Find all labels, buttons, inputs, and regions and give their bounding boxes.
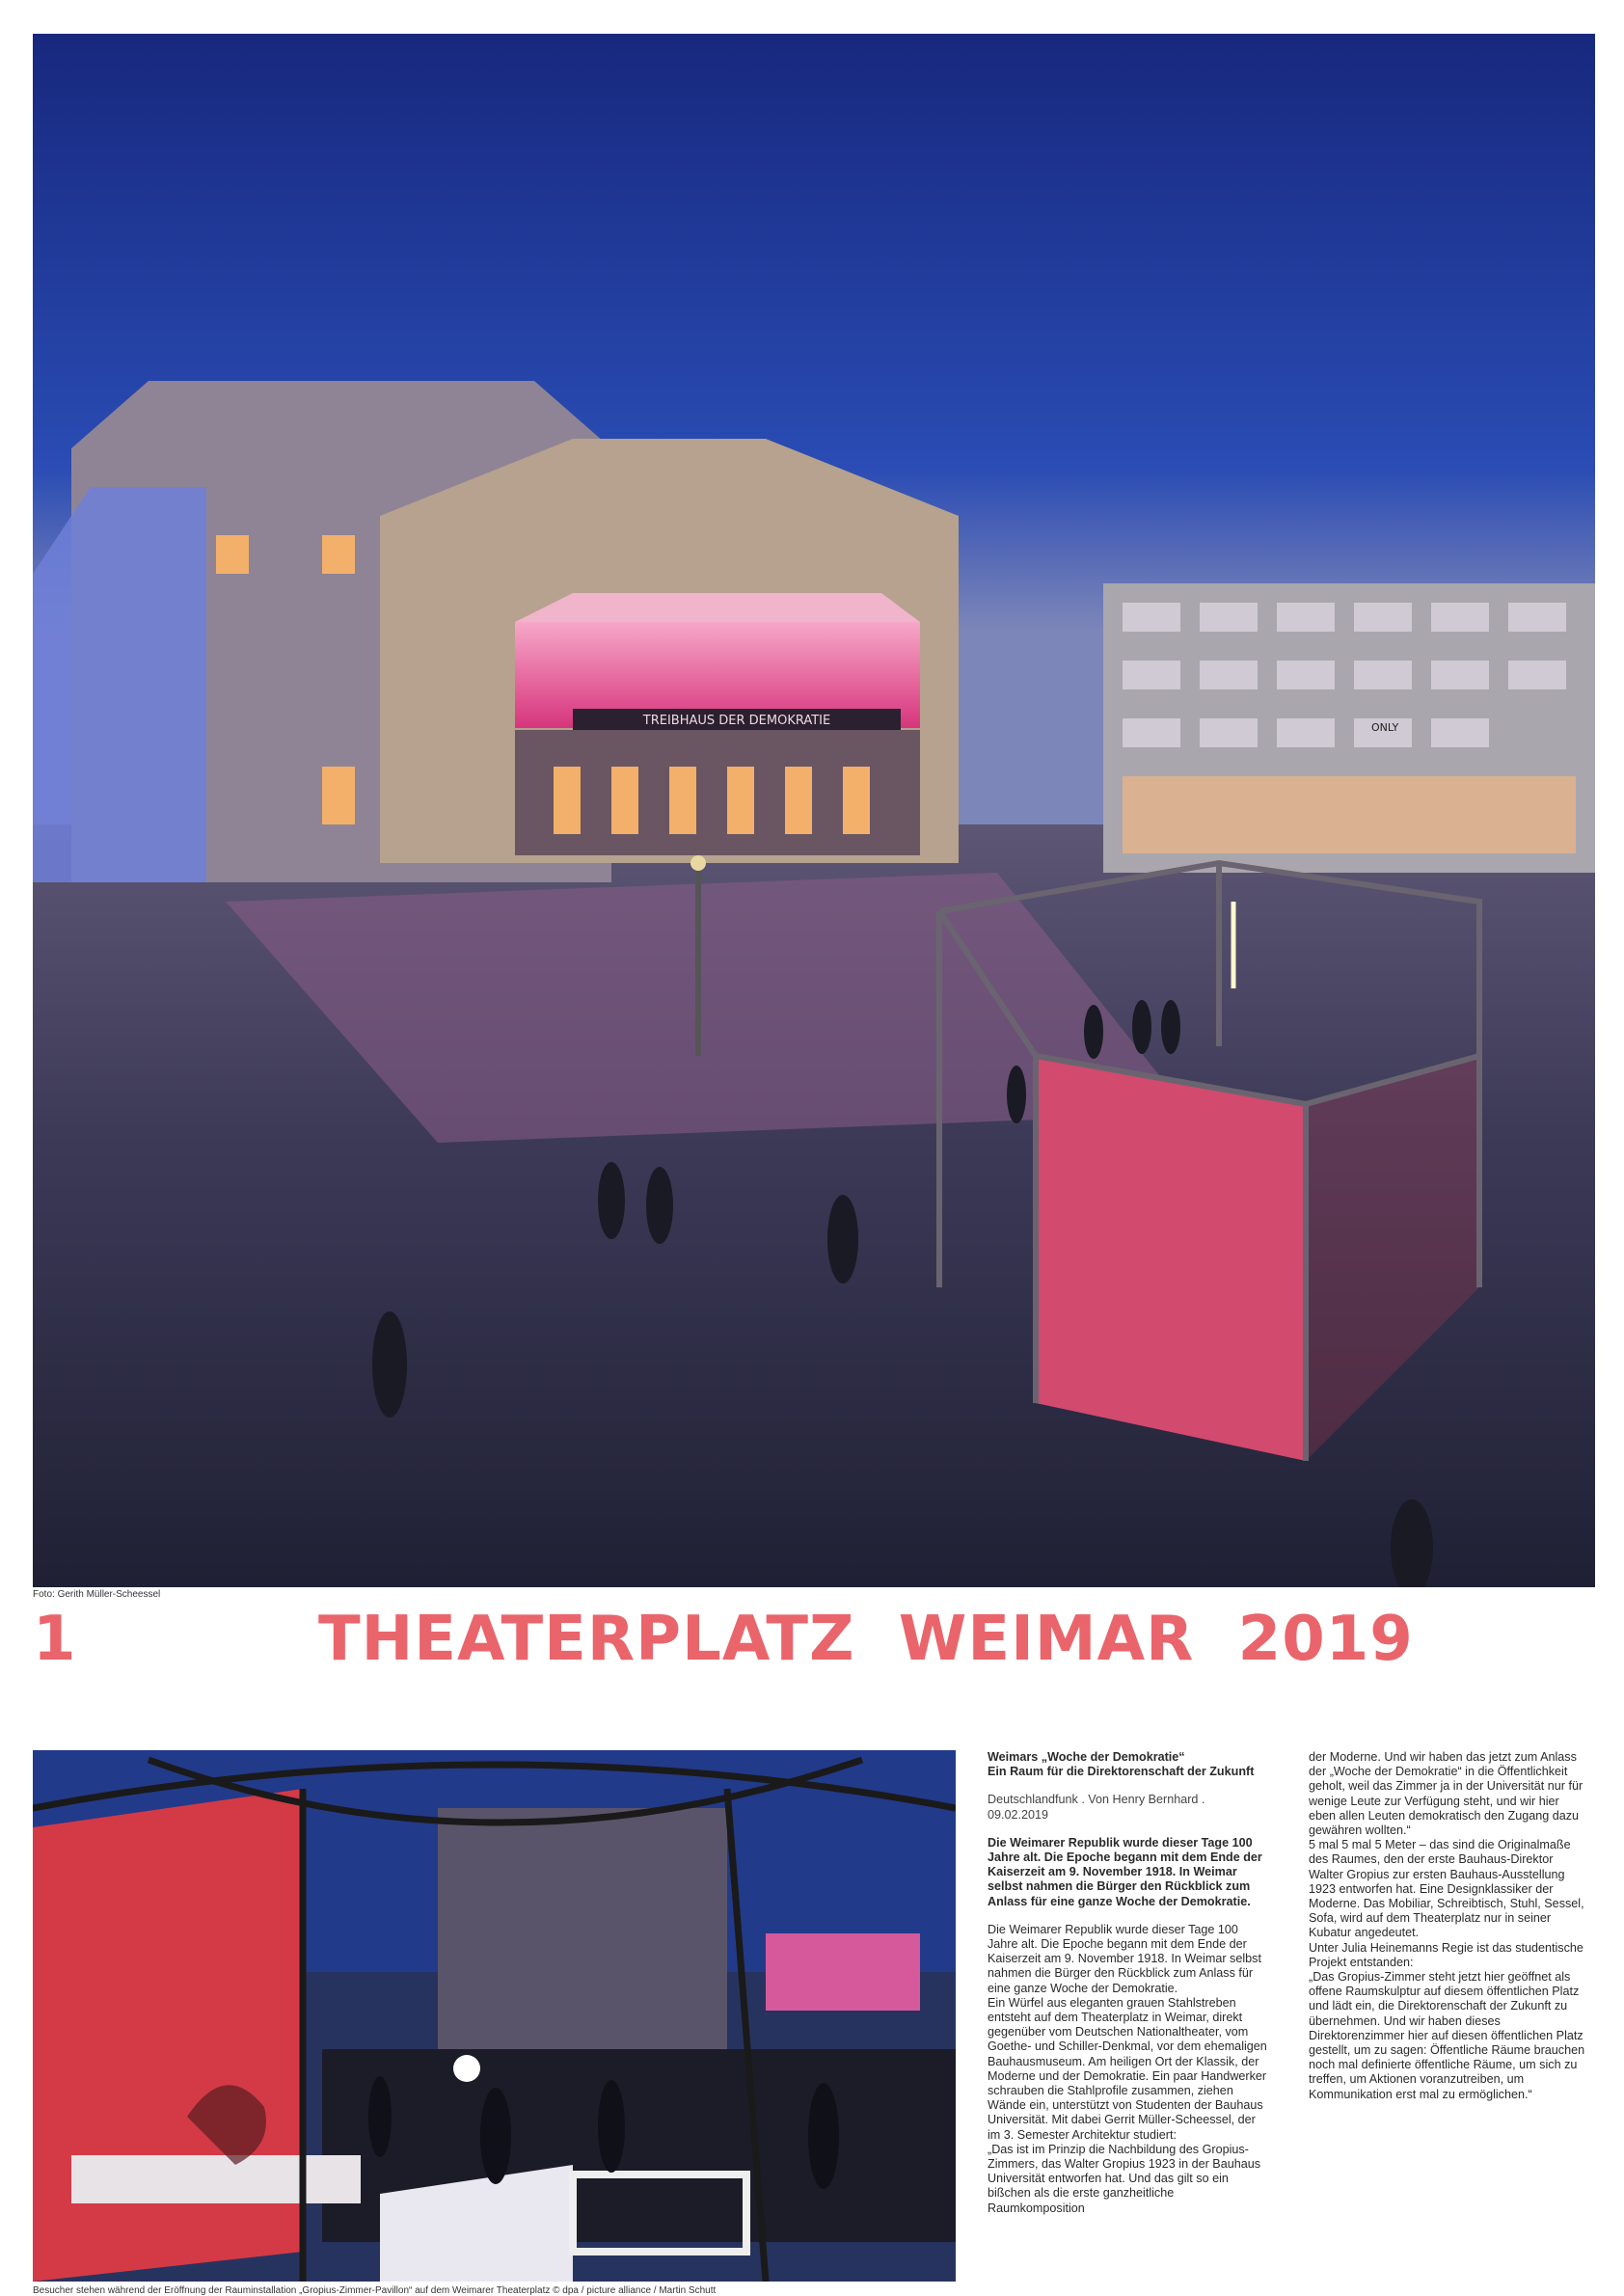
article-paragraph: „Das Gropius-Zimmer steht jetzt hier geöffnet als offene Raumskulptur auf diesem öffentlichen Platz und lädt ein, die Direktorenschaft der Zukunft zu übernehmen. Und wir haben dieses Direktorenzimmer hier auf diesen öffentlichen Platz gestellt, um zu sagen: Öffentliche Räume brauchen noch mal definierte öffentliche Räume, um sich zu treffen, um Aktionen voranzutreiben, um Kommunikation erst mal zu ermöglichen.“	[1309, 1970, 1585, 2101]
page-number: 1	[33, 1604, 76, 1675]
article-paragraph: „Das ist im Prinzip die Nachbildung des Gropius-Zimmers, das Walter Gropius 1923 in der Bauhaus Universität entworfen hat. Und das gilt so ein bißchen als die erste ganzheitliche Raumkomposition	[988, 2142, 1261, 2215]
article-column-2	[1309, 1750, 1588, 2102]
article-column-1	[988, 1750, 1267, 2216]
article-paragraph: 5 mal 5 mal 5 Meter – das sind die Originalmaße des Raumes, den der erste Bauhaus-Direktor Walter Gropius zur ersten Bauhaus-Ausstellung 1923 entworfen hat. Eine Designklassiker der Moderne. Das Mobiliar, Schreibtisch, Stuhl, Sessel, Sofa, wird auf dem Theaterplatz nur in seiner Kubatur angedeutet.	[1309, 1838, 1584, 1940]
pavilion-opening-scene	[33, 1750, 956, 2282]
article-paragraph: der Moderne. Und wir haben das jetzt zum Anlass der „Woche der Demokratie“ in die Öffentlichkeit geholt, weil das Zimmer ja in der Universität nur für wenige Leute zur Verfügung steht, und wir hier eben allen Leuten demokratisch den Zugang dazu gewähren wollten.“	[1309, 1750, 1583, 1838]
photo-credit: Foto: Gerith Müller-Scheessel	[33, 1589, 161, 1600]
article-source: Deutschlandfunk . Von Henry Bernhard . 09.02.2019	[988, 1793, 1205, 1822]
article-lead: Die Weimarer Republik wurde dieser Tage 100 Jahre alt. Die Epoche begann mit dem Ende der Kaiserzeit am 9. November 1918. In Weimar selbst nahmen die Bürger den Rückblick zum Anlass für eine ganze Woche der Demokratie.	[988, 1835, 1262, 1908]
article-paragraph: Unter Julia Heinemanns Regie ist das studentische Projekt entstanden:	[1309, 1940, 1583, 1969]
shop-sign: ONLY	[1371, 721, 1399, 734]
article-paragraph: Ein Würfel aus eleganten grauen Stahlstreben entsteht auf dem Theaterplatz in Weimar, direkt gegenüber vom Deutschen Nationaltheater, vom Goethe- und Schiller-Denkmal, vor dem ehemaligen Bauhausmuseum. Am heiligen Ort der Klassik, der Moderne und der Demokratie. Ein paar Handwerker schrauben die Stahlprofile zusammen, ziehen Wände ein, unterstützt von Studenten der Bauhaus Universität. Mit dabei Gerrit Müller-Scheessel, der im 3. Semester Architektur studiert:	[988, 1995, 1267, 2142]
pavilion-interior-photo	[33, 1750, 956, 2282]
theaterplatz-night-scene	[33, 34, 1595, 1587]
page-title: THEATERPLATZ WEIMAR 2019	[318, 1604, 1414, 1675]
photo-caption: Besucher stehen während der Eröffnung der Rauminstallation „Gropius-Zimmer-Pavillon“ auf dem Weimarer Theaterplatz © dpa / picture alliance / Martin Schutt	[33, 2285, 717, 2296]
article-kicker: Weimars „Woche der Demokratie“	[988, 1750, 1185, 1764]
article-paragraph: Die Weimarer Republik wurde dieser Tage 100 Jahre alt. Die Epoche begann mit dem Ende der Kaiserzeit am 9. November 1918. In Weimar selbst nahmen die Bürger den Rückblick zum Anlass für eine ganze Woche der Demokratie.	[988, 1922, 1261, 1995]
hero-photo	[33, 34, 1595, 1587]
banner-text: TREIBHAUS DER DEMOKRATIE	[642, 714, 831, 728]
article-title: Ein Raum für die Direktorenschaft der Zukunft	[988, 1765, 1255, 1779]
